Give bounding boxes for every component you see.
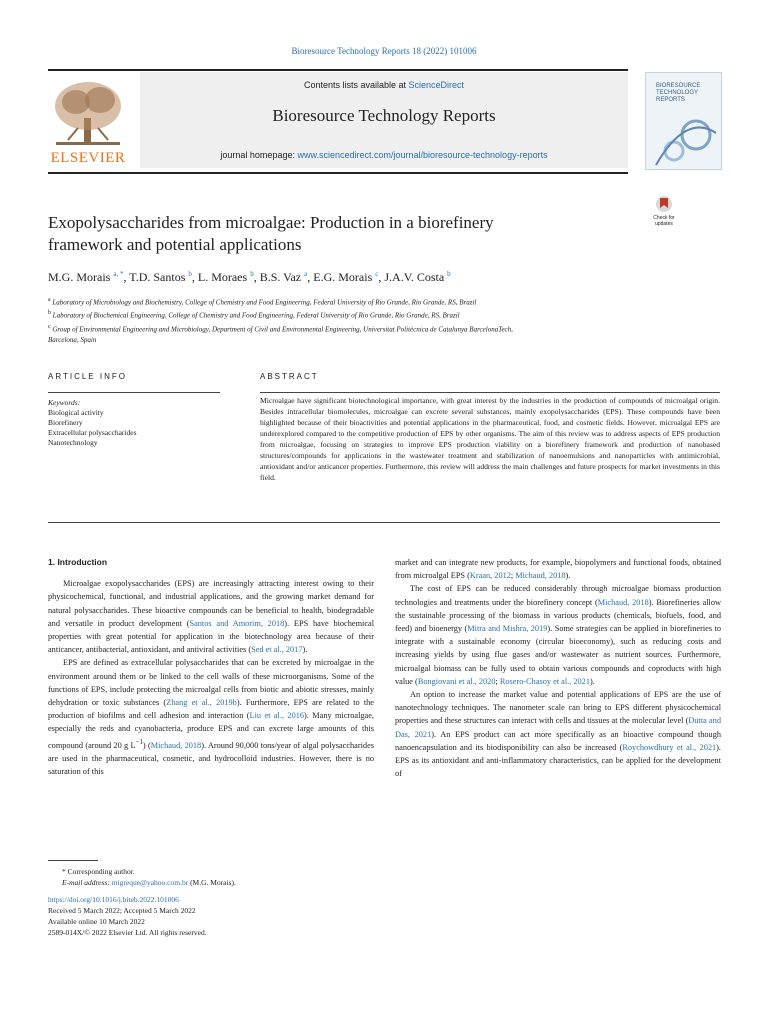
author-name[interactable]: T.D. Santos: [129, 270, 186, 284]
email-line: [48, 877, 448, 888]
body-left-column: [48, 556, 374, 778]
author-name[interactable]: E.G. Morais: [313, 270, 373, 284]
email-link[interactable]: migreque@yahoo.com.br: [111, 878, 189, 887]
citation-link[interactable]: Michaud, 2018: [597, 597, 649, 607]
citation-separator: ;: [510, 571, 516, 581]
citation-separator: ;: [495, 676, 500, 686]
affiliation-item: [48, 322, 678, 335]
citation-link[interactable]: Rosero-Chasoy et al., 2021: [499, 676, 590, 686]
cover-artwork-icon: [646, 73, 721, 169]
citation-link[interactable]: Bongiovani et al., 2020: [417, 676, 496, 686]
paragraph-text: ).: [589, 676, 595, 686]
abstract-bottom-rule: [48, 522, 720, 523]
paragraph-text: ). Some strategies can be applied in biorefineries to integrate with a sustainable economy (circular bioeconomy), such as reducing costs and increasing yields by using flue gases and/or wastewater as nutrient sources. Furthermore, microalgal biomass can be fully used to obtain various compounds and coproducts with high value (: [395, 624, 722, 686]
keyword-item: Nanotechnology: [48, 438, 98, 447]
paragraph-text: Microalgae exopolysaccharides (EPS) are increasingly attracting interest owing to their physicochemical, functional, and industrial applications, and the growing market demand for natural polysaccharides. These bioactive compounds can be beneficial to health, biodegradable and versatile in product development (: [48, 579, 374, 628]
citation-link[interactable]: Sed et al., 2017: [251, 645, 303, 655]
author-name[interactable]: J.A.V. Costa: [384, 270, 445, 284]
header-rule-bottom: [48, 172, 628, 174]
available-online-date: Available online 10 March 2022: [48, 917, 145, 926]
affiliation-item: [48, 335, 678, 346]
journal-citation-line[interactable]: Bioresource Technology Reports 18 (2022) 101006: [291, 46, 477, 56]
paragraph-text: ) (: [142, 740, 151, 750]
author-affiliation-marker[interactable]: a: [304, 270, 308, 278]
affiliation-item: [48, 308, 678, 321]
citation-link[interactable]: Liu et al., 2016: [249, 711, 305, 721]
abstract-rule: [260, 392, 720, 393]
header-rule-top: [48, 69, 628, 71]
footer-block: [48, 866, 448, 938]
affiliation-text: Laboratory of Microbiology and Biochemistry, College of Chemistry and Food Engineering, Federal University of Rio Grande, Rio Grande, RS, Brazil: [52, 298, 477, 307]
article-info-rule: [48, 392, 220, 393]
citation-link[interactable]: Michaud, 2018: [150, 740, 202, 750]
copyright-line: 2589-014X/© 2022 Elsevier Ltd. All rights reserved.: [48, 928, 207, 937]
paragraph-text: ). EPS as its antioxidant and anti-inflammatory characteristics, can be applied for the development of: [395, 742, 721, 779]
author-affiliation-marker[interactable]: c: [375, 270, 379, 278]
elsevier-wordmark: ELSEVIER: [50, 150, 126, 166]
body-paragraph: [48, 577, 374, 656]
journal-cover-thumbnail: [645, 72, 722, 170]
sciencedirect-link[interactable]: ScienceDirect: [408, 80, 465, 90]
paragraph-text: market and can integrate new products, for example, biopolymers and functional foods, obtained from microalgal EPS (: [395, 558, 721, 581]
body-paragraph: [395, 688, 721, 780]
keyword-item: Extracellular polysaccharides: [48, 428, 137, 437]
body-right-column: [395, 556, 721, 780]
author-name[interactable]: B.S. Vaz: [259, 270, 302, 284]
homepage-label: journal homepage:: [220, 150, 298, 160]
paragraph-text: The cost of EPS can be reduced considerably through microalgae biomass production technologies and treatments under the biorefinery concept (: [395, 584, 721, 607]
affiliation-list: [48, 295, 678, 346]
paragraph-text: ). Furthermore, EPS are related to the production of biofilms and cell adhesion and interaction (: [48, 698, 374, 721]
received-dates: Received 5 March 2022; Accepted 5 March 2022: [48, 906, 196, 915]
keywords-block: [48, 398, 248, 448]
author-name[interactable]: M.G. Morais: [48, 270, 111, 284]
homepage-link[interactable]: www.sciencedirect.com/journal/bioresource-technology-reports: [297, 150, 548, 160]
paragraph-text: ). Biorefineries allow the sustainable processing of the biomass in various products (chemicals, biofuels, food, and feed) and bioenergy (: [395, 597, 721, 634]
citation-link[interactable]: Santos and Amorim, 2018: [189, 618, 285, 628]
article-title-line: Exopolysaccharides from microalgae: Production in a biorefinery: [48, 213, 494, 232]
citation-link[interactable]: Zhang et al., 2019b: [166, 698, 237, 708]
article-title-line: framework and potential applications: [48, 235, 302, 254]
journal-title: Bioresource Technology Reports: [272, 106, 496, 125]
citation-link[interactable]: Roychowdhury et al., 2021: [622, 742, 717, 752]
journal-masthead: [140, 72, 628, 168]
affiliation-marker: b: [48, 310, 51, 317]
keyword-item: Biorefinery: [48, 418, 83, 427]
footnote-rule: [48, 860, 98, 861]
citation-link[interactable]: Michaud, 2018: [515, 571, 566, 581]
contents-line: [140, 80, 628, 90]
paragraph-text: ). Around 90,000 tons/year of algal polysaccharides are used in the pharmaceutical, cosmetic, and hydrocolloid industries. However, there is no saturation of this: [48, 740, 374, 776]
corresponding-author-note: * Corresponding author.: [62, 867, 135, 876]
affiliation-text: Barcelona, Spain: [48, 335, 97, 344]
paragraph-text: ). Many microalgae, especially the reds and cyanobacteria, produce EPS and can excrete large amounts of this compound (around 20 g L: [48, 711, 374, 750]
cover-title-line: TECHNOLOGY: [656, 90, 699, 96]
affiliation-marker: a: [48, 297, 51, 303]
author-affiliation-marker[interactable]: a, *: [113, 270, 124, 278]
cover-title-line: REPORTS: [656, 97, 685, 103]
paragraph-text: ). An EPS product can act more specifically as an bioactive compound though nanoencapsulation and its biodisponibility can also be increased (: [395, 729, 721, 752]
section-heading-introduction: 1. Introduction: [48, 557, 108, 567]
paragraph-text: EPS are defined as extracellular polysaccharides that can be excreted by microalgae in the environment around them or be linked to the cell walls of these microorganisms. Some of the functions of EPS, include protecting the microalgal cells from biotic and abiotic stresses, mainly dehydration or toxic substances (: [48, 658, 374, 708]
affiliation-item: [48, 295, 678, 308]
body-paragraph: [395, 582, 721, 688]
citation-link[interactable]: Mitra and Mishra, 2019: [467, 624, 548, 634]
author-affiliation-marker[interactable]: b: [447, 270, 451, 278]
email-suffix: (M.G. Morais).: [188, 878, 236, 887]
keyword-item: Biological activity: [48, 408, 104, 417]
abstract-text: Microalgae have significant biotechnological importance, with great interest by the industries in the production of compounds of microalgal origin. Besides intracellular biomolecules, microalgae can excrete several substances, mainly exopolysaccharides (EPS). These compounds have been highlighted because of their bioactivities and potential applications in the pharmaceutical, food, and cosmetic fields. However, microalgal EPS are underexplored compared to the competitive production of EPS by other organisms. The aim of this review was to address aspects of EPS production from microalgae, focusing on strategies to improve EPS production viability on a biorefinery framework and production of nanobased structures/compounds for applications in the wastewater treatment and stabilization of nanoemulsions and nanoparticles with antimicrobial, antioxidant and/or anticancer properties. Furthermore, this review will address the main challenges and future prospects for market investments in this field.: [260, 396, 720, 482]
affiliation-text: Group of Environmental Engineering and Microbiology, Department of Civil and Environmental Engineering, Universitat Politècnica de Catalunya BarcelonaTech,: [52, 324, 513, 333]
doi-link[interactable]: https://doi.org/10.1016/j.biteb.2022.101006: [48, 895, 179, 904]
article-info-heading: ARTICLE INFO: [48, 372, 127, 381]
homepage-line: [140, 150, 628, 160]
affiliation-marker: c: [48, 323, 51, 330]
abstract-heading: ABSTRACT: [260, 372, 319, 381]
body-paragraph: [395, 556, 721, 582]
paragraph-text: ).: [302, 645, 308, 655]
paragraph-text: ).: [565, 571, 571, 581]
author-affiliation-marker[interactable]: b: [188, 270, 192, 278]
paragraph-text: An option to increase the market value and potential applications of EPS are the use of nanotechnology techniques. The nanometer scale can bring to EPS different physicochemical properties and these structures can interact with cells and tissues at the molecular level (: [395, 690, 721, 726]
paragraph-text: ). EPS have biochemical properties with great potential for application in the biotechnology area because of their anticancer, antibacterial, antioxidant, and antiviral activities (: [48, 618, 374, 655]
article-title: [48, 212, 608, 256]
contents-prefix: Contents lists available at: [303, 80, 409, 90]
author-list: M.G. Morais $^{a, *}$, T.D. Santos $^b$, L. Moraes $^b$, B.S. Vaz $^a$, E.G. Morais $^c$, J.A.V. Costa $^b$: [48, 270, 451, 284]
keywords-label: Keywords:: [48, 398, 81, 407]
body-paragraph: [48, 656, 374, 778]
citation-link[interactable]: Kraan, 2012: [469, 571, 511, 581]
crossmark-label[interactable]: Check for updates: [653, 215, 675, 227]
citation-link[interactable]: Dutta and Das, 2021: [395, 716, 721, 739]
author-affiliation-marker[interactable]: b: [250, 270, 254, 278]
affiliation-text: Laboratory of Biochemical Engineering, College of Chemistry and Food Engineering, Federal University of Rio Grande, Rio Grande, RS, Brazil: [52, 311, 460, 320]
email-label: E-mail address:: [62, 878, 112, 887]
cover-title-line: BIORESOURCE: [656, 83, 701, 89]
unit-superscript: −1: [135, 738, 143, 746]
author-name[interactable]: L. Moraes: [197, 270, 248, 284]
